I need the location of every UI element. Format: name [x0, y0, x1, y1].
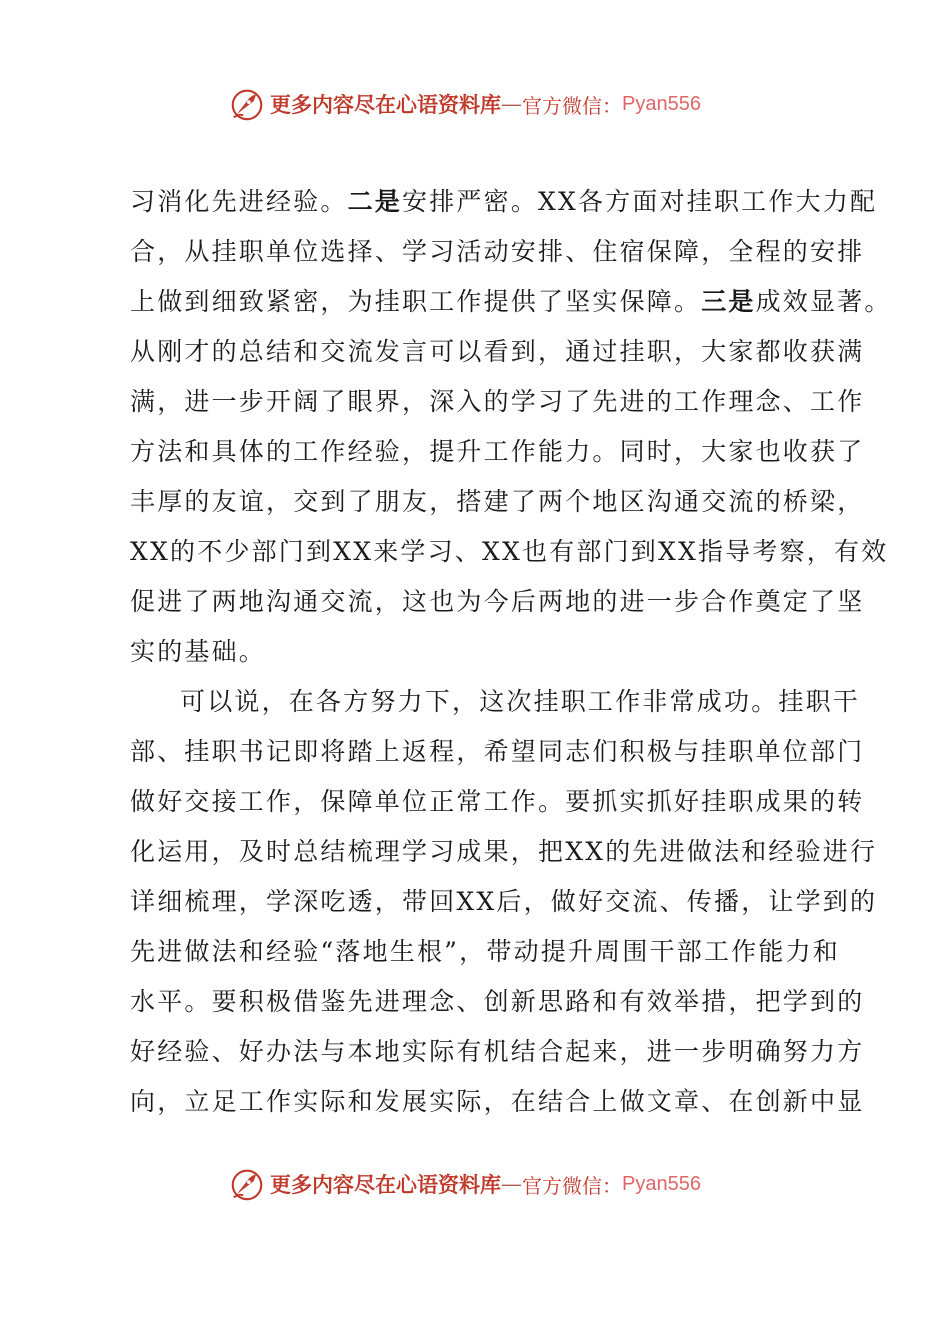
paragraph-1-line-1	[130, 177, 878, 227]
paragraph-2-line-8: 好经验、好办法与本地实际有机结合起来，进一步明确努力方	[130, 1037, 865, 1066]
header-banner	[228, 84, 748, 124]
paragraph-2-line-3: 做好交接工作，保障单位正常工作。要抓实抓好挂职成果的转	[130, 787, 865, 816]
banner-wechat-label: 官方微信：	[522, 93, 622, 118]
document-body	[130, 177, 892, 1127]
paragraph-1-line-5: 满，进一步开阔了眼界，深入的学习了先进的工作理念、工作	[130, 387, 865, 416]
paragraph-2-line-2: 部、挂职书记即将踏上返程，希望同志们积极与挂职单位部门	[130, 737, 865, 766]
paragraph-2-line-1: 可以说，在各方努力下，这次挂职工作非常成功。挂职干	[180, 687, 861, 716]
paragraph-1-line-10: 实的基础。	[130, 637, 267, 666]
text-run: 习消化先进经验。	[130, 187, 348, 216]
bold-marker: 三是	[701, 287, 756, 316]
footer-banner	[228, 1164, 748, 1204]
paragraph-1-line-8: XX的不少部门到XX来学习、XX也有部门到XX指导考察，有效	[130, 537, 889, 566]
text-run: 上做到细致紧密，为挂职工作提供了坚实保障。	[130, 287, 702, 316]
paragraph-1-line-3	[130, 277, 892, 327]
pen-nib-logo-icon	[228, 1165, 266, 1203]
paragraph-2-line-5: 详细梳理，学深吃透，带回XX后，做好交流、传播，让学到的	[130, 887, 878, 916]
pen-nib-logo-icon	[228, 85, 266, 123]
paragraph-1-line-2: 合，从挂职单位选择、学习活动安排、住宿保障，全程的安排	[130, 237, 865, 266]
text-run: 安排严密。XX各方面对挂职工作大力配	[402, 187, 878, 216]
bold-marker: 二是	[347, 187, 403, 216]
banner-wechat-label: 官方微信：	[522, 1173, 622, 1198]
banner-dash: —	[501, 1172, 522, 1196]
banner-dash: —	[501, 92, 522, 116]
banner-brand-text: 更多内容尽在心语资料库	[270, 92, 501, 117]
paragraph-1-line-9: 促进了两地沟通交流，这也为今后两地的进一步合作奠定了坚	[130, 587, 865, 616]
banner-brand-text: 更多内容尽在心语资料库	[270, 1172, 501, 1197]
paragraph-1-line-4: 从刚才的总结和交流发言可以看到，通过挂职，大家都收获满	[130, 337, 865, 366]
paragraph-2-line-6: 先进做法和经验“落地生根”，带动提升周围干部工作能力和	[130, 937, 840, 966]
paragraph-2-line-9: 向，立足工作实际和发展实际，在结合上做文章、在创新中显	[130, 1087, 865, 1116]
paragraph-1-line-6: 方法和具体的工作经验，提升工作能力。同时，大家也收获了	[130, 437, 865, 466]
paragraph-1-line-7: 丰厚的友谊，交到了朋友，搭建了两个地区沟通交流的桥梁，	[130, 487, 865, 516]
banner-wechat-id: Pyan556	[622, 92, 701, 115]
text-run: 成效显著。	[755, 287, 892, 316]
banner-wechat-id: Pyan556	[622, 1172, 701, 1195]
paragraph-2-line-4: 化运用，及时总结梳理学习成果，把XX的先进做法和经验进行	[130, 837, 878, 866]
paragraph-2-line-7: 水平。要积极借鉴先进理念、创新思路和有效举措，把学到的	[130, 987, 865, 1016]
